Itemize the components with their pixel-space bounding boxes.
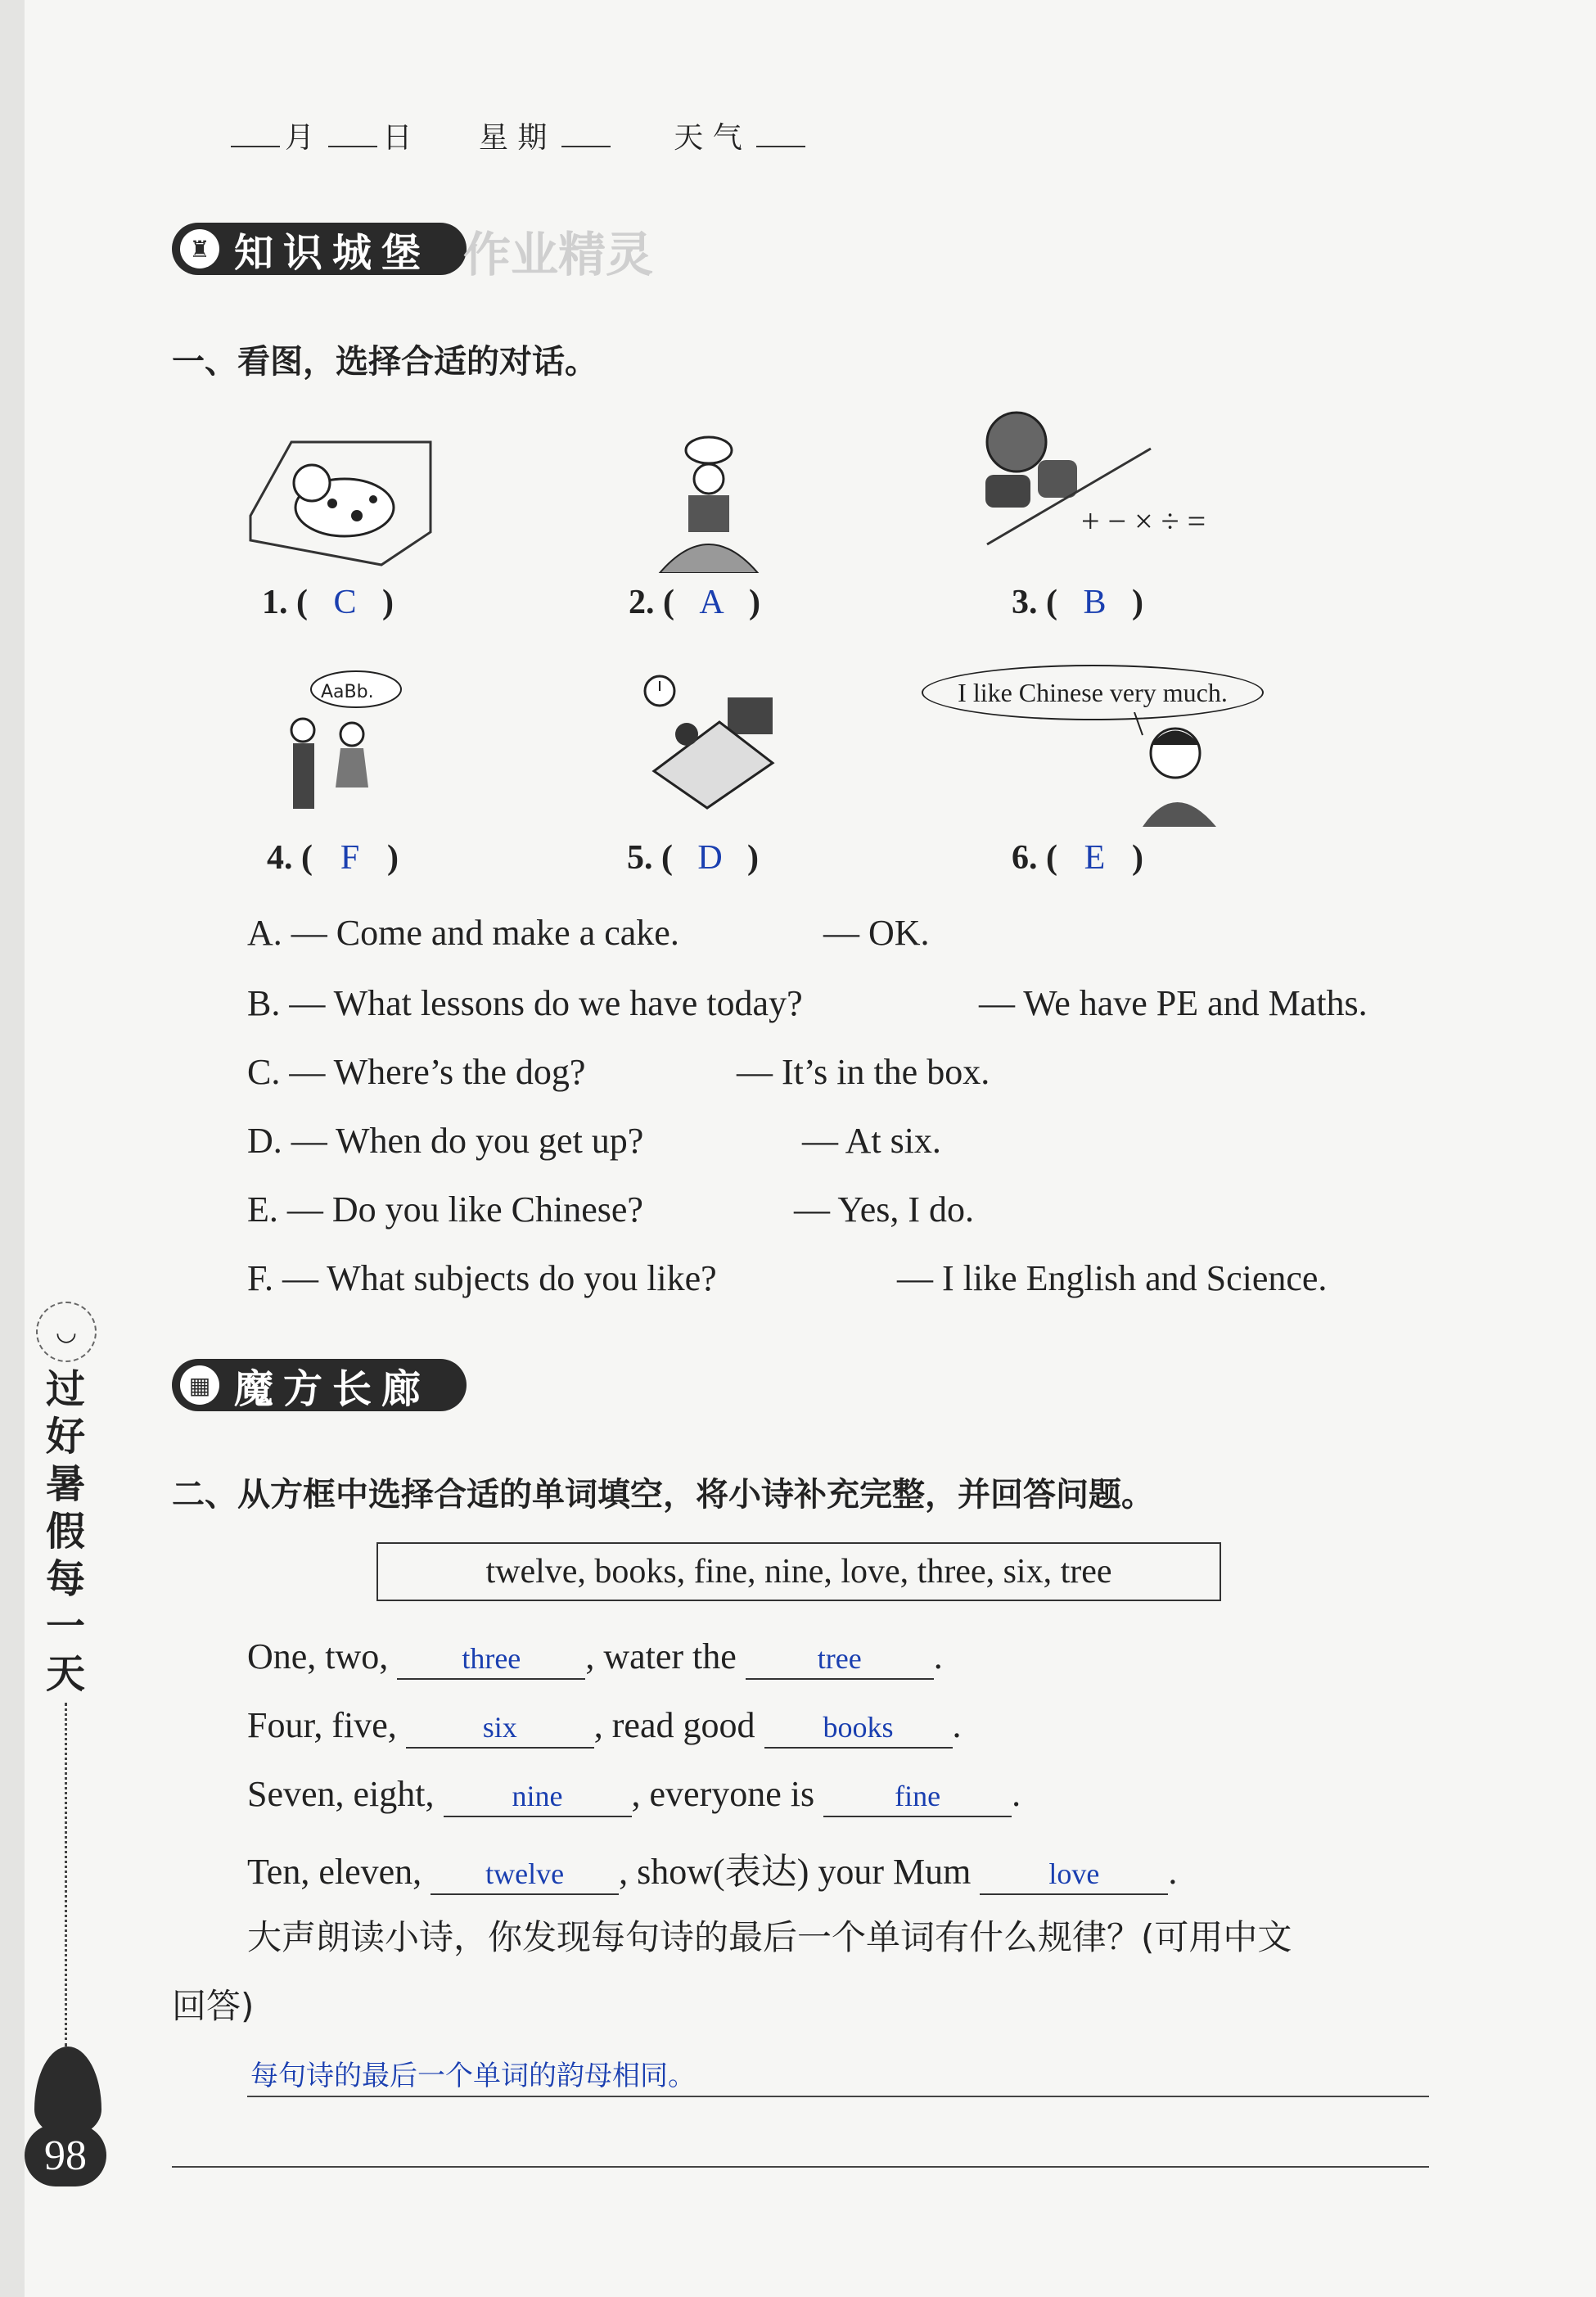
- answer-line-1: [247, 2096, 1429, 2097]
- side-char: 一: [45, 1604, 85, 1649]
- banner-title: 知识城堡: [234, 229, 431, 276]
- dialogue-b-answer: — We have PE and Maths.: [979, 983, 1368, 1023]
- ball-shoes-math-picture: [979, 409, 1216, 573]
- side-char: 过: [45, 1366, 85, 1412]
- side-char: 天: [45, 1651, 85, 1697]
- poem-line: Four, five, six , read good books .: [247, 1704, 962, 1749]
- answer-value: C: [333, 584, 357, 621]
- poem-line: One, two, three , water the tree .: [247, 1636, 943, 1680]
- side-strip: [0, 0, 25, 2297]
- side-dashed-line: [65, 1703, 67, 2047]
- side-char: 假: [45, 1509, 85, 1555]
- banner-title: 魔方长廊: [234, 1365, 431, 1412]
- dialogue-d-answer: — At six.: [802, 1121, 941, 1161]
- dialogue-f: F. — What subjects do you like?: [247, 1258, 717, 1298]
- two-kids-picture: [278, 665, 409, 820]
- date-header: [226, 115, 810, 156]
- poem-line: Ten, eleven, twelve , show(表达) your Mum love .: [247, 1842, 1177, 1895]
- dialogue-c-answer: — It’s in the box.: [737, 1052, 990, 1092]
- word-box: twelve, books, fine, nine, love, three, six, tree: [376, 1542, 1221, 1601]
- poem-blank: nine: [444, 1780, 632, 1817]
- answer-item: 6. ( E ): [1012, 839, 1143, 877]
- watermark: 作业精灵: [463, 227, 654, 282]
- dialogue-c: C. — Where’s the dog?: [247, 1052, 586, 1092]
- poem-blank: six: [406, 1711, 594, 1749]
- side-char: 好: [45, 1414, 85, 1460]
- answer-value: E: [1084, 839, 1106, 877]
- answer-item: 2. ( A ): [629, 584, 760, 621]
- week-label: 星 期: [478, 121, 548, 155]
- day-label: 日: [382, 121, 413, 155]
- side-char: 每: [45, 1556, 85, 1602]
- answer-line-2: [172, 2166, 1429, 2168]
- section2-banner: [172, 1359, 467, 1411]
- dialogue-e-answer: — Yes, I do.: [794, 1189, 975, 1230]
- weather-label: 天 气: [674, 121, 742, 155]
- girl-thinking-picture: [1126, 712, 1233, 827]
- poem-blank: love: [980, 1857, 1168, 1895]
- drop-icon: [34, 2047, 101, 2137]
- dialogue-b: B. — What lessons do we have today?: [247, 983, 803, 1023]
- answer-item: 5. ( D ): [627, 839, 759, 877]
- poem-blank: twelve: [431, 1857, 619, 1895]
- poem-blank: tree: [746, 1642, 934, 1680]
- dialogue-f-answer: — I like English and Science.: [897, 1258, 1328, 1298]
- letters-text: AaBb.: [321, 682, 374, 702]
- poem-line: Seven, eight, nine , everyone is fine .: [247, 1773, 1021, 1817]
- cube-icon: ▦: [180, 1365, 219, 1405]
- math-symbols: + − × ÷ =: [1081, 503, 1206, 539]
- sun-icon: ◡: [36, 1302, 97, 1362]
- page-number: 98: [25, 2124, 106, 2186]
- answer-value: A: [699, 584, 724, 621]
- poem-blank: three: [397, 1642, 585, 1680]
- question-2: 二、从方框中选择合适的单词填空，将小诗补充完整，并回答问题。: [172, 1476, 1154, 1514]
- answer-value: B: [1083, 584, 1107, 621]
- side-title: [41, 1365, 90, 1698]
- dialogue-e: E. — Do you like Chinese?: [247, 1189, 643, 1230]
- section1-banner: [172, 223, 467, 275]
- poem-blank: fine: [823, 1780, 1012, 1817]
- poem-blank: books: [764, 1711, 953, 1749]
- side-char: 暑: [45, 1461, 85, 1507]
- month-label: 月: [285, 121, 315, 155]
- answer-text: 每句诗的最后一个单词的韵母相同。: [250, 2060, 696, 2092]
- answer-item: 3. ( B ): [1012, 584, 1143, 621]
- prompt-line-2: 回答): [172, 1986, 255, 2026]
- answer-value: D: [697, 839, 723, 877]
- dialogue-a-answer: — OK.: [823, 913, 930, 953]
- answer-item: 1. ( C ): [262, 584, 394, 621]
- prompt-line-1: 大声朗读小诗，你发现每句诗的最后一个单词有什么规律？(可用中文: [247, 1917, 1292, 1957]
- answer-value: F: [340, 839, 360, 877]
- answer-item: 4. ( F ): [267, 839, 399, 877]
- bed-clock-picture: [642, 673, 781, 812]
- cake-girl-picture: [651, 434, 766, 573]
- dialogue-a: A. — Come and make a cake.: [247, 913, 679, 953]
- speech-bubble: I like Chinese very much.: [922, 665, 1264, 720]
- dialogue-d: D. — When do you get up?: [247, 1121, 644, 1161]
- dog-in-box-picture: [242, 426, 447, 573]
- question-1: 一、看图，选择合适的对话。: [172, 343, 597, 381]
- castle-icon: ♜: [180, 229, 219, 269]
